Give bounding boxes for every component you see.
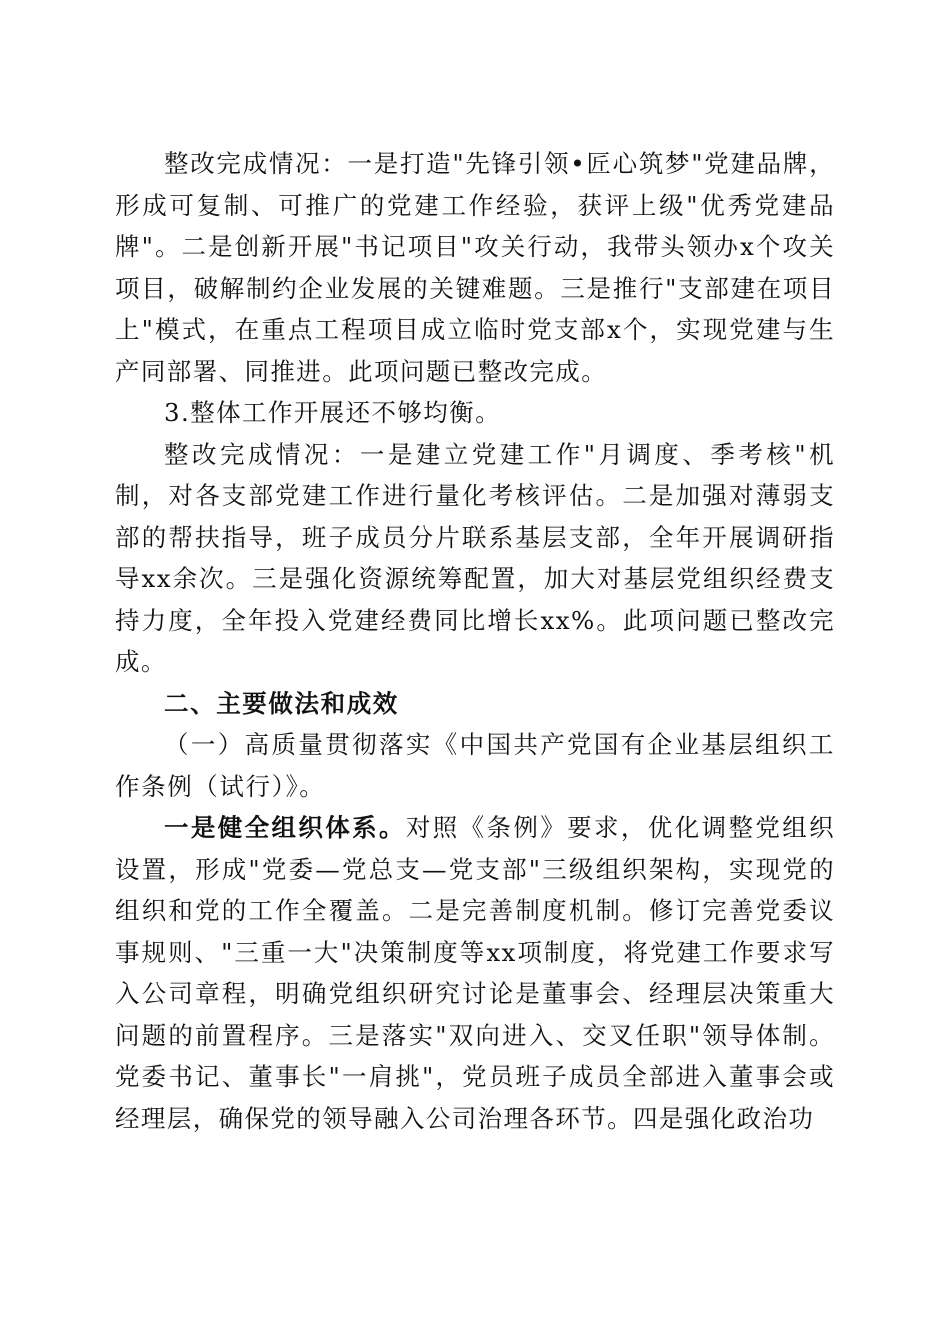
paragraph-text: 整改完成情况：一是打造"先锋引领•匠心筑梦"党建品牌，形成可复制、可推广的党建工作经验，获评上级"优秀党建品牌"。二是创新开展"书记项目"攻关行动，我带头领办x个攻关项目，破解制约企业发展的关键难题。三是推行"支部建在项目上"模式，在重点工程项目成立临时党支部x个，实现党建与生产同部署、同推进。此项问题已整改完成。 bbox=[115, 149, 835, 386]
paragraph-organization-system bbox=[115, 807, 835, 1139]
paragraph-rectification-brand bbox=[115, 143, 835, 392]
subheading-text: （一）高质量贯彻落实《中国共产党国有企业基层组织工作条例（试行）》。 bbox=[115, 730, 835, 801]
paragraph-text: 3.整体工作开展还不够均衡。 bbox=[164, 398, 501, 427]
paragraph-item-3-title bbox=[115, 392, 835, 434]
document-body bbox=[115, 143, 835, 1139]
paragraph-lead-text: 一是健全组织体系。 bbox=[164, 813, 406, 842]
paragraph-rectification-balance bbox=[115, 434, 835, 683]
paragraph-text: 整改完成情况：一是建立党建工作"月调度、季考核"机制，对各支部党建工作进行量化考核评估。二是加强对薄弱支部的帮扶指导，班子成员分片联系基层支部，全年开展调研指导xx余次。三是强化资源统筹配置，加大对基层党组织经费支持力度，全年投入党建经费同比增长xx%。此项问题已整改完成。 bbox=[115, 439, 835, 676]
heading-text: 二、主要做法和成效 bbox=[164, 688, 399, 718]
subsection-heading-regulations bbox=[115, 724, 835, 807]
paragraph-text: 对照《条例》要求，优化调整党组织设置，形成"党委—党总支—党支部"三级组织架构，实现党的组织和党的工作全覆盖。二是完善制度机制。修订完善党委议事规则、"三重一大"决策制度等xx项制度，将党建工作要求写入公司章程，明确党组织研究讨论是董事会、经理层决策重大问题的前置程序。三是落实"双向进入、交叉任职"领导体制。党委书记、董事长"一肩挑"，党员班子成员全部进入董事会或经理层，确保党的领导融入公司治理各环节。四是强化政治功 bbox=[115, 813, 835, 1133]
section-heading-main-practices bbox=[115, 683, 835, 725]
